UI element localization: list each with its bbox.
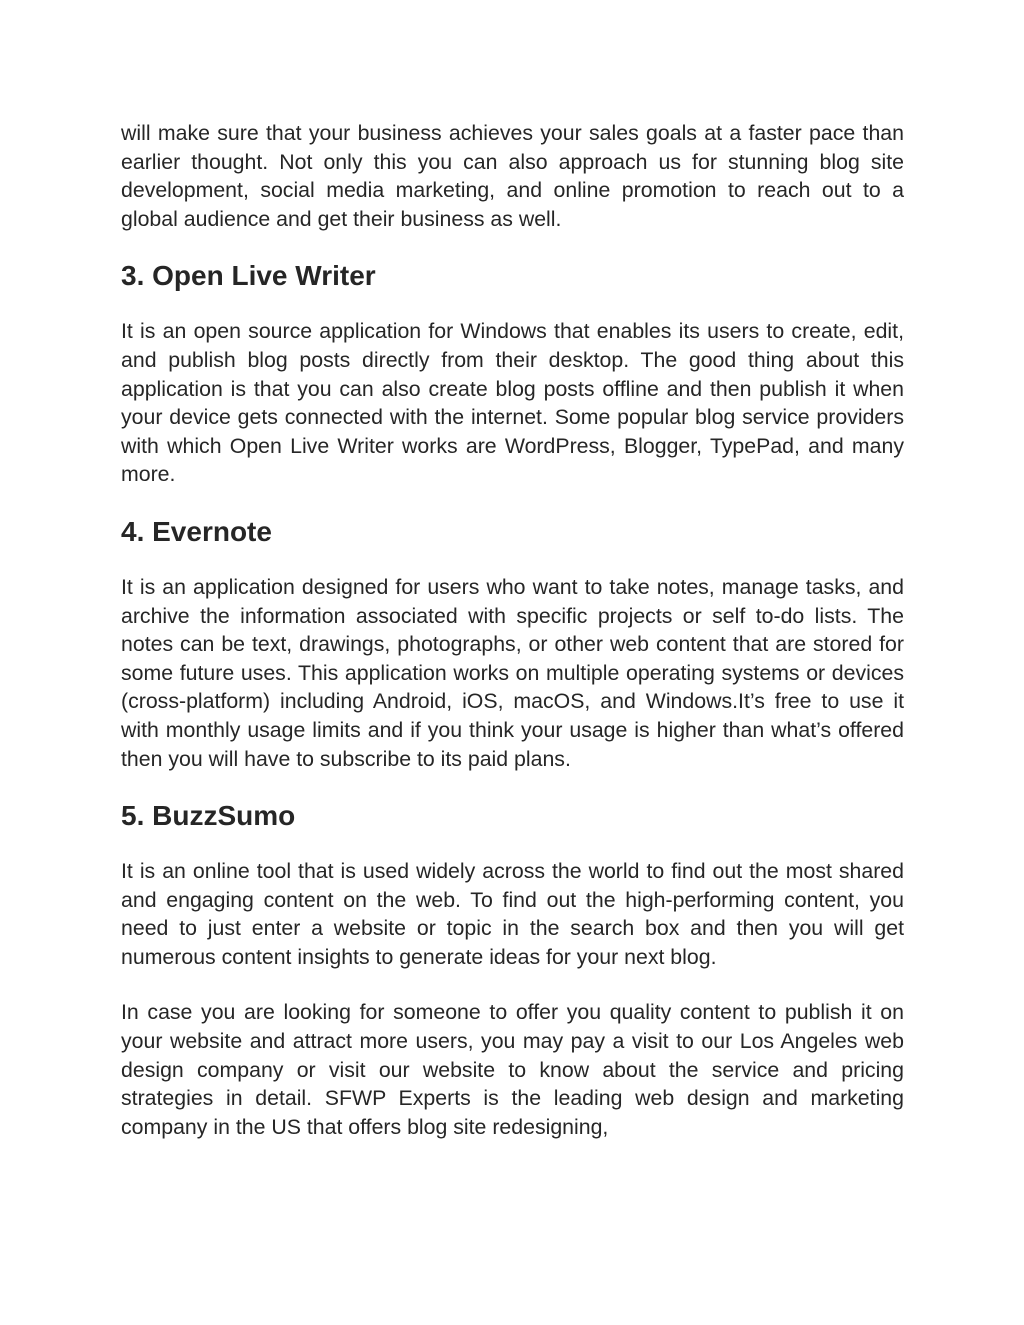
section-paragraph: It is an application designed for users who want to take notes, manage tasks, and archive the information associated with specific projects or self to-do lists. The notes can be text, drawings, photographs, or other web content that are stored for some future uses. This application works on multiple operating systems or devices (cross-platform) including Android, iOS, macOS, and Windows.It’s free to use it with monthly usage limits and if you think your usage is higher than what’s offered then you will have to subscribe to its paid plans. (121, 574, 904, 771)
section-paragraph: It is an open source application for Windows that enables its users to create, edit, and publish blog posts directly from their desktop. The good thing about this application is that you can also create blog posts offline and then publish it when your device gets connected with the internet. Some popular blog service providers with which Open Live Writer works are WordPress, Blogger, TypePad, and many more. (121, 319, 904, 487)
intro-paragraph: will make sure that your business achieves your sales goals at a faster pace than earlier thought. Not only this you can also approach us for stunning blog site development, social media marketing, and online promotion to reach out to a global audience and get their business as well. (121, 121, 904, 231)
section-paragraph: It is an online tool that is used widely across the world to find out the most shared and engaging content on the web. To find out the high-performing content, you need to just enter a website or topic in the search box and then you will get numerous content insights to generate ideas for your next blog. (121, 859, 904, 969)
section-heading-evernote: 4. Evernote (121, 515, 272, 547)
document-page (121, 119, 904, 1141)
closing-paragraph: In case you are looking for someone to offer you quality content to publish it on your website and attract more users, you may pay a visit to our Los Angeles web design company or visit our website to know about the service and pricing strategies in detail. SFWP Experts is the leading web design and marketing company in the US that offers blog site redesigning, (121, 1000, 904, 1139)
section-heading-open-live-writer: 3. Open Live Writer (121, 260, 376, 292)
section-heading-buzzsumo: 5. BuzzSumo (121, 800, 296, 832)
